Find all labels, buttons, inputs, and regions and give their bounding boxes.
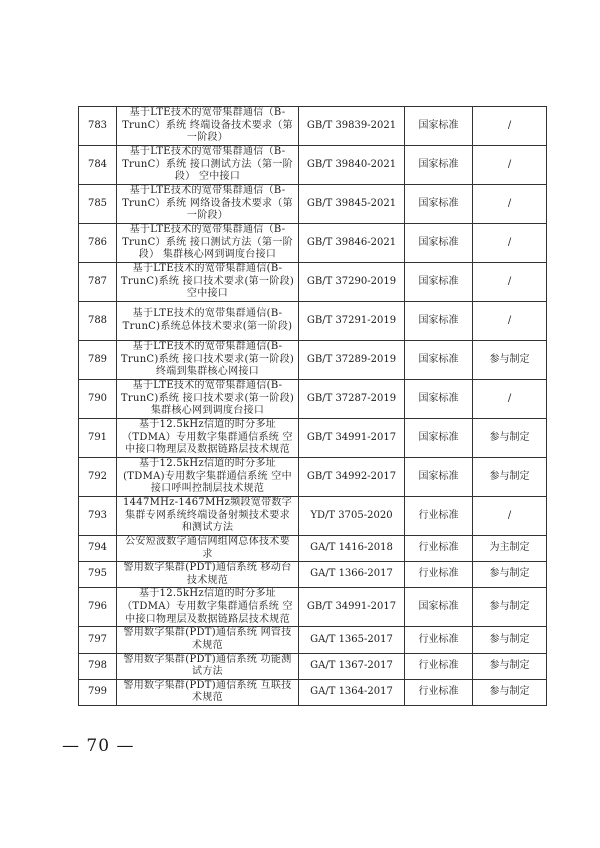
- table-row: [79, 653, 547, 679]
- standard-name: 基于LTE技术的宽带集群通信（B-TrunC）系统 接口测试方法（第一阶段） 集群核心网到调度台接口: [117, 224, 299, 263]
- table-row: [79, 263, 547, 302]
- standard-type: 行业标准: [405, 679, 473, 705]
- table-row: [79, 419, 547, 458]
- table-row: [79, 185, 547, 224]
- standard-code: GB/T 37291-2019: [299, 302, 405, 341]
- participation-status: 参与制定: [473, 419, 547, 458]
- table-row: [79, 380, 547, 419]
- standard-name: 基于12.5kHz信道的时分多址(TDMA)专用数字集群通信系统 空中接口呼叫控制层技术规范: [117, 458, 299, 497]
- participation-status: /: [473, 146, 547, 185]
- standard-code: GA/T 1416-2018: [299, 536, 405, 562]
- standard-code: GB/T 39845-2021: [299, 185, 405, 224]
- standard-code: GB/T 34991-2017: [299, 419, 405, 458]
- standard-type: 行业标准: [405, 653, 473, 679]
- standard-code: YD/T 3705-2020: [299, 497, 405, 536]
- standard-type: 国家标准: [405, 458, 473, 497]
- row-number: 785: [79, 185, 117, 224]
- standard-name: 基于LTE技术的宽带集群通信(B-TrunC)系统总体技术要求(第一阶段): [117, 302, 299, 341]
- row-number: 799: [79, 679, 117, 705]
- participation-status: 参与制定: [473, 341, 547, 380]
- standard-code: GA/T 1364-2017: [299, 679, 405, 705]
- row-number: 791: [79, 419, 117, 458]
- standard-type: 国家标准: [405, 263, 473, 302]
- standard-type: 行业标准: [405, 536, 473, 562]
- standard-name: 警用数字集群(PDT)通信系统 网管技术规范: [117, 627, 299, 653]
- table-row: [79, 497, 547, 536]
- standard-code: GA/T 1367-2017: [299, 653, 405, 679]
- standard-type: 行业标准: [405, 627, 473, 653]
- row-number: 796: [79, 588, 117, 627]
- standard-name: 基于LTE技术的宽带集群通信（B-TrunC）系统 网络设备技术要求（第一阶段）: [117, 185, 299, 224]
- standard-name: 基于LTE技术的宽带集群通信（B-TrunC）系统 终端设备技术要求（第一阶段）: [117, 107, 299, 146]
- standard-name: 基于12.5kHz信道的时分多址（TDMA）专用数字集群通信系统 空中接口物理层及数据链路层技术规范: [117, 419, 299, 458]
- table-row: [79, 341, 547, 380]
- standard-code: GB/T 39840-2021: [299, 146, 405, 185]
- standard-code: GB/T 37287-2019: [299, 380, 405, 419]
- standard-type: 国家标准: [405, 588, 473, 627]
- row-number: 792: [79, 458, 117, 497]
- participation-status: 参与制定: [473, 588, 547, 627]
- participation-status: /: [473, 224, 547, 263]
- standard-code: GB/T 39839-2021: [299, 107, 405, 146]
- page-number: — 70 —: [62, 736, 135, 756]
- row-number: 788: [79, 302, 117, 341]
- row-number: 790: [79, 380, 117, 419]
- participation-status: 参与制定: [473, 679, 547, 705]
- participation-status: 参与制定: [473, 562, 547, 588]
- participation-status: /: [473, 497, 547, 536]
- standard-code: GB/T 34991-2017: [299, 588, 405, 627]
- standards-table: [78, 106, 547, 706]
- standard-name: 警用数字集群(PDT)通信系统 互联技术规范: [117, 679, 299, 705]
- row-number: 789: [79, 341, 117, 380]
- table-row: [79, 588, 547, 627]
- table-row: [79, 302, 547, 341]
- standard-name: 1447MHz-1467MHz频段宽带数字集群专网系统终端设备射频技术要求和测试方法: [117, 497, 299, 536]
- row-number: 787: [79, 263, 117, 302]
- row-number: 793: [79, 497, 117, 536]
- standard-type: 国家标准: [405, 224, 473, 263]
- participation-status: /: [473, 263, 547, 302]
- standard-name: 警用数字集群(PDT)通信系统 移动台技术规范: [117, 562, 299, 588]
- table-row: [79, 107, 547, 146]
- participation-status: /: [473, 380, 547, 419]
- row-number: 795: [79, 562, 117, 588]
- row-number: 783: [79, 107, 117, 146]
- standard-code: GB/T 34992-2017: [299, 458, 405, 497]
- table-row: [79, 562, 547, 588]
- standard-code: GA/T 1366-2017: [299, 562, 405, 588]
- standard-type: 国家标准: [405, 146, 473, 185]
- row-number: 798: [79, 653, 117, 679]
- standard-name: 基于12.5kHz信道的时分多址（TDMA）专用数字集群通信系统 空中接口物理层及数据链路层技术规范: [117, 588, 299, 627]
- row-number: 794: [79, 536, 117, 562]
- participation-status: 为主制定: [473, 536, 547, 562]
- standard-name: 基于LTE技术的宽带集群通信(B-TrunC)系统 接口技术要求(第一阶段) 空中接口: [117, 263, 299, 302]
- standard-type: 国家标准: [405, 341, 473, 380]
- table-row: [79, 627, 547, 653]
- standard-code: GB/T 37290-2019: [299, 263, 405, 302]
- standard-type: 国家标准: [405, 302, 473, 341]
- standard-type: 行业标准: [405, 562, 473, 588]
- standard-type: 国家标准: [405, 107, 473, 146]
- standard-code: GB/T 39846-2021: [299, 224, 405, 263]
- table-row: [79, 458, 547, 497]
- standard-name: 警用数字集群(PDT)通信系统 功能测试方法: [117, 653, 299, 679]
- standard-code: GB/T 37289-2019: [299, 341, 405, 380]
- table-row: [79, 679, 547, 705]
- table-row: [79, 224, 547, 263]
- row-number: 784: [79, 146, 117, 185]
- table-row: [79, 536, 547, 562]
- participation-status: /: [473, 302, 547, 341]
- standard-type: 国家标准: [405, 419, 473, 458]
- standard-name: 公安短波数字通信网组网总体技术要求: [117, 536, 299, 562]
- table-row: [79, 146, 547, 185]
- participation-status: /: [473, 185, 547, 224]
- row-number: 797: [79, 627, 117, 653]
- standard-type: 行业标准: [405, 497, 473, 536]
- row-number: 786: [79, 224, 117, 263]
- standard-name: 基于LTE技术的宽带集群通信(B-TrunC)系统 接口技术要求(第一阶段) 终端到集群核心网接口: [117, 341, 299, 380]
- standard-name: 基于LTE技术的宽带集群通信(B-TrunC)系统 接口技术要求(第一阶段) 集群核心网到调度台接口: [117, 380, 299, 419]
- participation-status: 参与制定: [473, 627, 547, 653]
- standard-type: 国家标准: [405, 185, 473, 224]
- standard-name: 基于LTE技术的宽带集群通信（B-TrunC）系统 接口测试方法（第一阶段） 空中接口: [117, 146, 299, 185]
- standard-type: 国家标准: [405, 380, 473, 419]
- participation-status: 参与制定: [473, 458, 547, 497]
- standard-code: GA/T 1365-2017: [299, 627, 405, 653]
- participation-status: 参与制定: [473, 653, 547, 679]
- participation-status: /: [473, 107, 547, 146]
